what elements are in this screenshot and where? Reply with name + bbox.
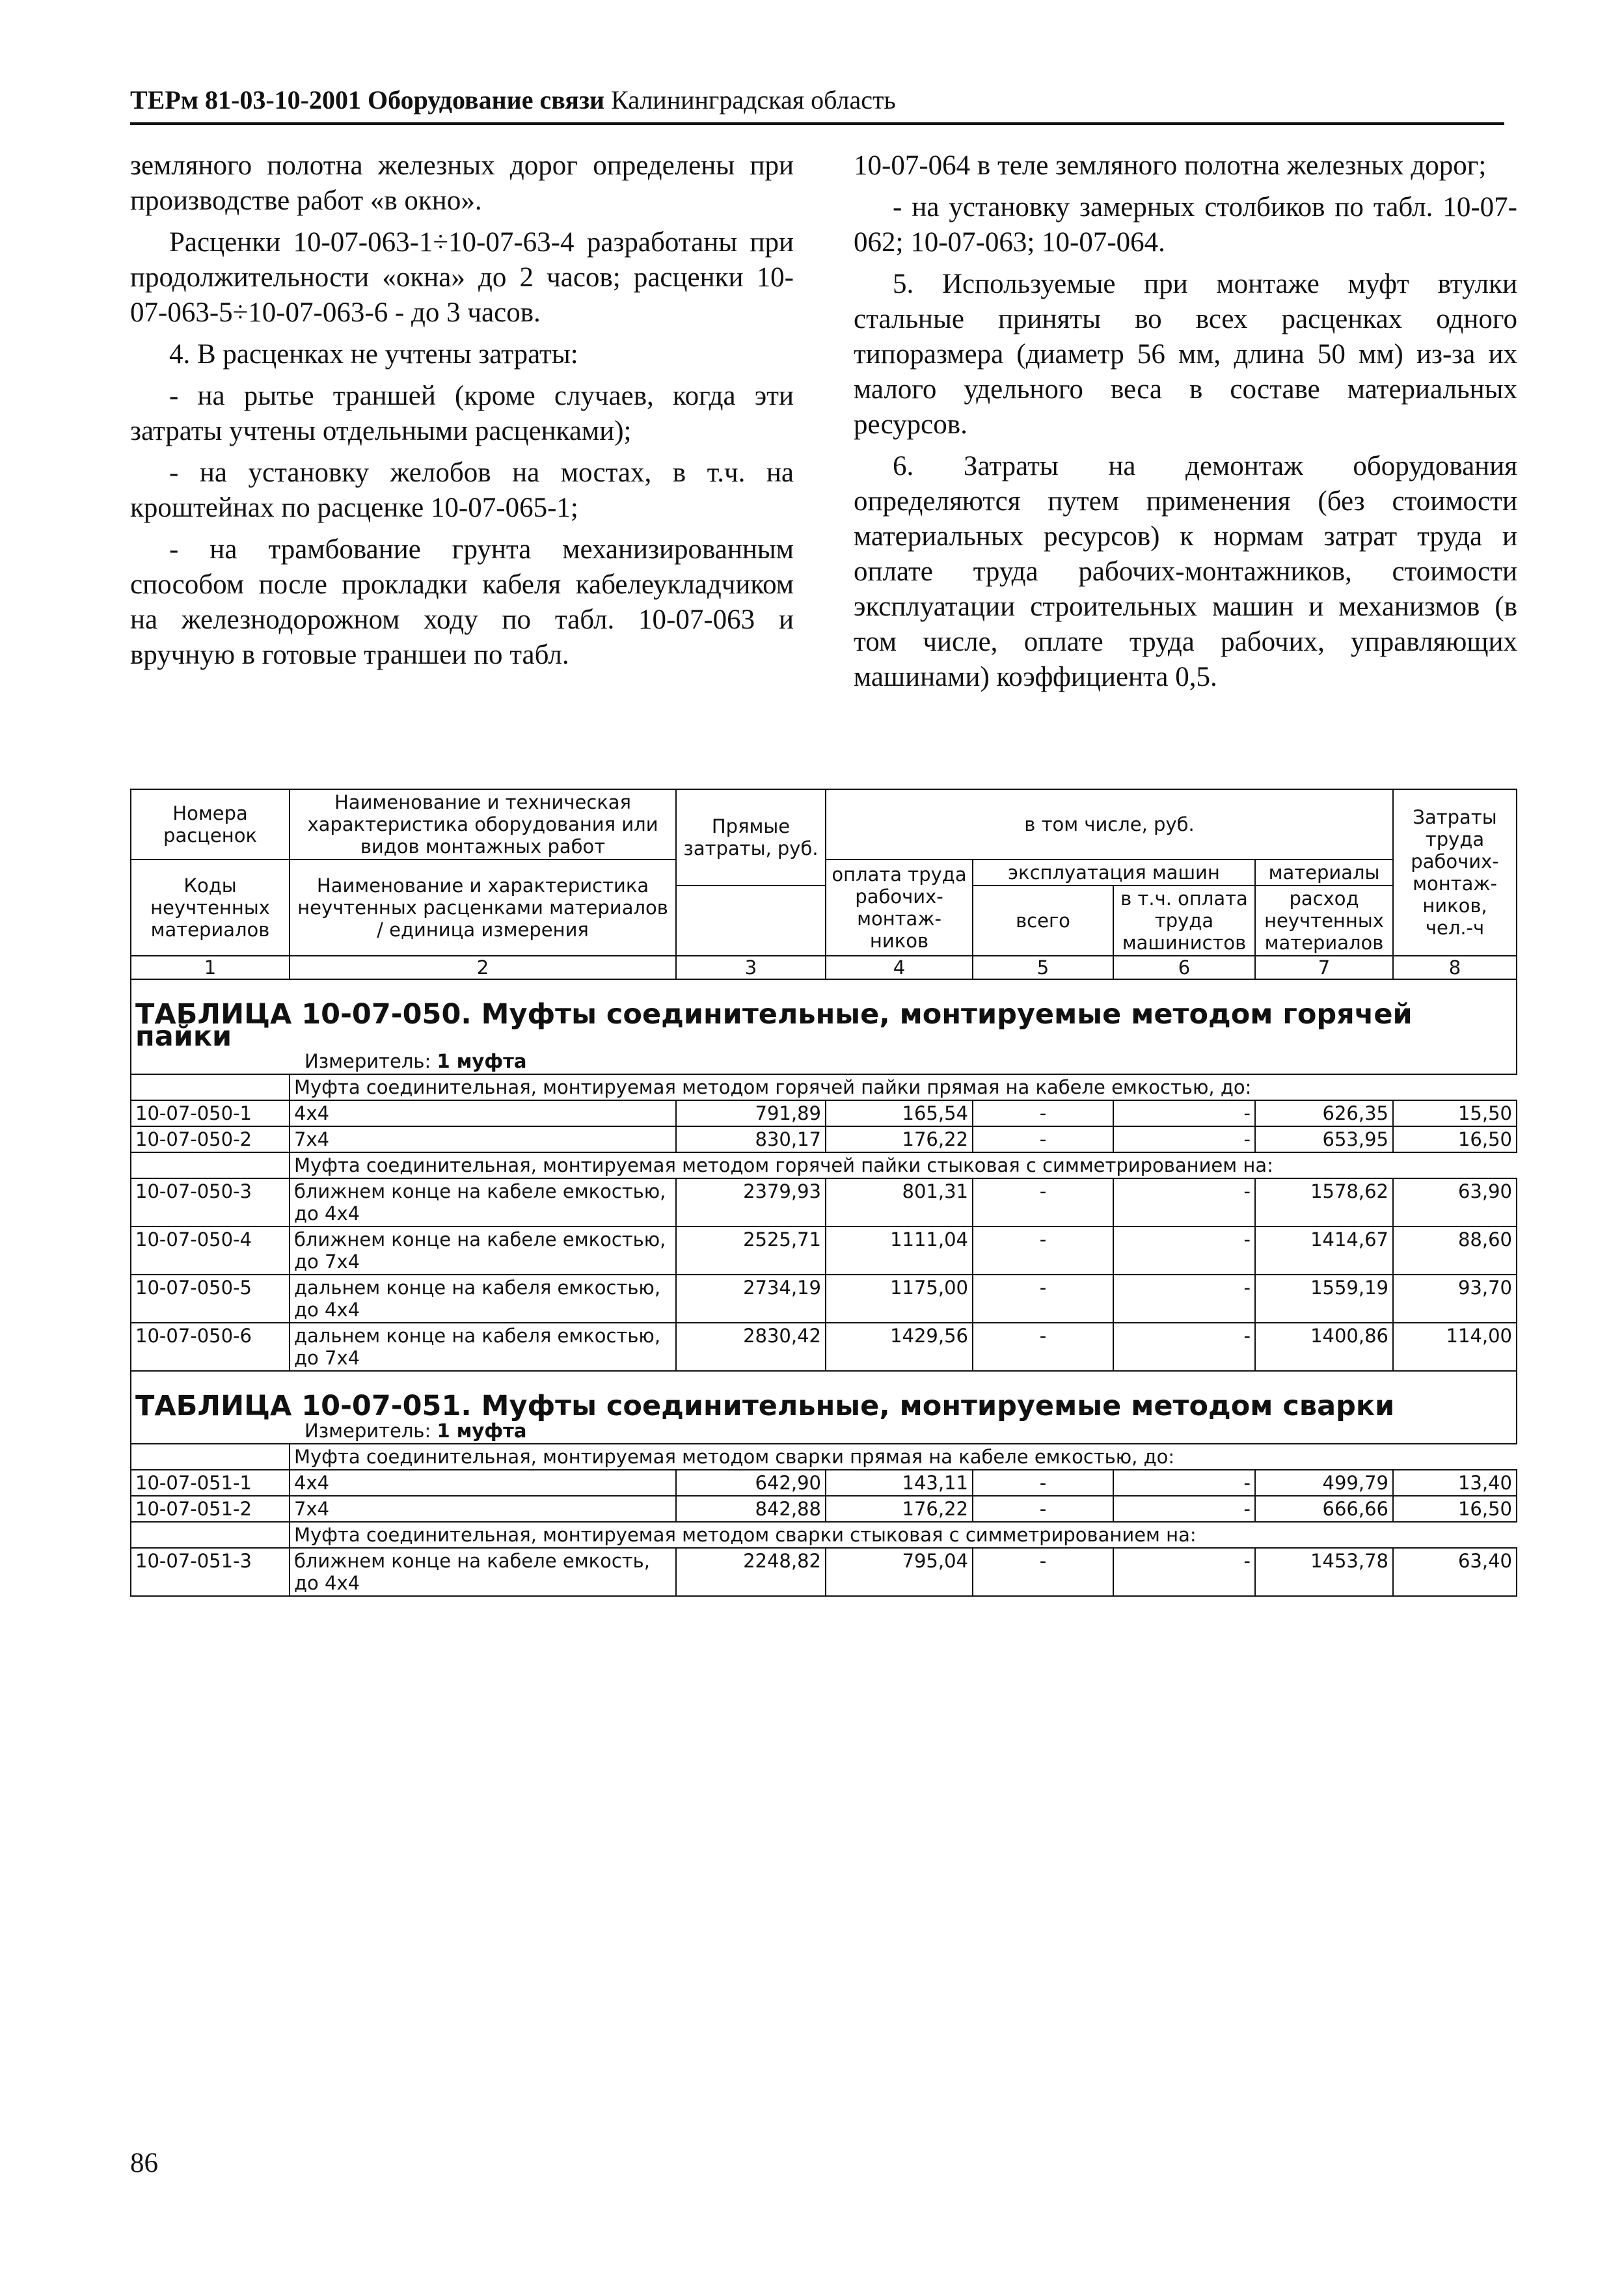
col-header-ekspl: эксплуатация машин [973, 860, 1255, 886]
col-header-nomera: Номера расценок [131, 789, 290, 860]
direct-cost: 2379,93 [676, 1178, 826, 1226]
rate-name: 4x4 [290, 1100, 676, 1126]
labor-pay: 143,11 [826, 1470, 973, 1496]
group-description: Муфта соединительная, монтируемая методом горячей пайки прямая на кабеле емкостью, до: [290, 1074, 1517, 1100]
materials: 1453,78 [1255, 1548, 1393, 1596]
col-header-vtch: в т.ч. оплата труда машинистов [1113, 886, 1255, 956]
measure-value: 1 муфта [437, 1050, 527, 1072]
header-region: Калининградская область [611, 85, 896, 115]
paragraph: - на установку замерных столбиков по табл. 10-07-062; 10-07-063; 10-07-064. [854, 192, 1517, 258]
materials: 1414,67 [1255, 1226, 1393, 1275]
group-row [131, 1152, 1517, 1178]
rate-code: 10-07-050-5 [131, 1275, 290, 1323]
rate-name: 4x4 [290, 1470, 676, 1496]
rate-code: 10-07-050-6 [131, 1323, 290, 1371]
section-title-row [131, 1371, 1517, 1418]
materials: 1559,19 [1255, 1275, 1393, 1323]
operators-pay: - [1113, 1275, 1255, 1323]
labor-hours: 16,50 [1393, 1496, 1517, 1522]
labor-hours: 114,00 [1393, 1323, 1517, 1371]
machines-total: - [973, 1548, 1113, 1596]
machines-total: - [973, 1126, 1113, 1152]
paragraph: - на рытье траншей (кроме случаев, когда эти затраты учтены отдельными расценками); [130, 381, 794, 446]
direct-cost: 830,17 [676, 1126, 826, 1152]
header-row [131, 789, 1517, 860]
paragraph: земляного полотна железных дорог определены при производстве работ «в окно». [130, 150, 794, 216]
materials: 1578,62 [1255, 1178, 1393, 1226]
labor-pay: 1429,56 [826, 1323, 973, 1371]
direct-cost: 2734,19 [676, 1275, 826, 1323]
operators-pay: - [1113, 1548, 1255, 1596]
direct-cost: 842,88 [676, 1496, 826, 1522]
labor-pay: 795,04 [826, 1548, 973, 1596]
rate-name: 7x4 [290, 1126, 676, 1152]
labor-pay: 165,54 [826, 1100, 973, 1126]
header-code: ТЕРм 81-03-10-2001 [130, 85, 361, 115]
labor-pay: 176,22 [826, 1126, 973, 1152]
rate-name: ближнем конце на кабеле емкостью, до 7x4 [290, 1226, 676, 1275]
group-description: Муфта соединительная, монтируемая методом сварки стыковая с симметрированием на: [290, 1522, 1517, 1548]
rate-code: 10-07-051-1 [131, 1470, 290, 1496]
machines-total: - [973, 1226, 1113, 1275]
col-header-raskhod: расход неучтенных материалов [1255, 886, 1393, 956]
col-header-materialy: материалы [1255, 860, 1393, 886]
rate-code: 10-07-051-2 [131, 1496, 290, 1522]
measure-row [131, 1049, 1517, 1074]
section-title-row [131, 979, 1517, 1049]
col-number: 7 [1255, 956, 1393, 979]
labor-pay: 176,22 [826, 1496, 973, 1522]
measure-unit [131, 1049, 1517, 1074]
table-row [131, 1275, 1517, 1323]
table-row [131, 1548, 1517, 1596]
materials: 666,66 [1255, 1496, 1393, 1522]
operators-pay: - [1113, 1126, 1255, 1152]
labor-hours: 13,40 [1393, 1470, 1517, 1496]
section-title: ТАБЛИЦА 10-07-050. Муфты соединительные, монтируемые методом горячей пайки [131, 979, 1517, 1049]
rate-name: дальнем конце на кабеля емкостью, до 7x4 [290, 1323, 676, 1371]
col-number: 6 [1113, 956, 1255, 979]
left-text-column [130, 148, 794, 679]
labor-pay: 1111,04 [826, 1226, 973, 1275]
direct-cost: 642,90 [676, 1470, 826, 1496]
paragraph: 4. В расценках не учтены затраты: [169, 339, 578, 370]
rate-code: 10-07-050-3 [131, 1178, 290, 1226]
machines-total: - [973, 1496, 1113, 1522]
labor-hours: 63,90 [1393, 1178, 1517, 1226]
right-text-column [854, 148, 1517, 701]
running-header [130, 85, 1504, 125]
paragraph: - на трамбование грунта механизированным способом после прокладки кабеля кабелеукладчиком на железнодорожном ходу по табл. 10-07-063 и вручную в готовые траншеи по табл. [130, 534, 794, 670]
paragraph: 10-07-064 в теле земляного полотна железных дорог; [854, 150, 1487, 181]
col-header-pryamye: Прямые затраты, руб. [676, 789, 826, 886]
labor-hours: 16,50 [1393, 1126, 1517, 1152]
col-header-naim2: Наименование и характеристика неучтенных расценками материалов / единица измерения [290, 860, 676, 956]
operators-pay: - [1113, 1100, 1255, 1126]
group-row [131, 1522, 1517, 1548]
col-number: 2 [290, 956, 676, 979]
rate-code: 10-07-050-2 [131, 1126, 290, 1152]
table-row [131, 1496, 1517, 1522]
labor-hours: 88,60 [1393, 1226, 1517, 1275]
col-number: 3 [676, 956, 826, 979]
col-number: 4 [826, 956, 973, 979]
group-description: Муфта соединительная, монтируемая методом сварки прямая на кабеле емкостью, до: [290, 1444, 1517, 1470]
measure-value: 1 муфта [437, 1420, 527, 1442]
materials: 499,79 [1255, 1470, 1393, 1496]
operators-pay: - [1113, 1496, 1255, 1522]
operators-pay: - [1113, 1470, 1255, 1496]
column-number-row [131, 956, 1517, 979]
measure-label: Измеритель: [304, 1050, 431, 1072]
machines-total: - [973, 1100, 1113, 1126]
measure-label: Измеритель: [304, 1420, 431, 1442]
rate-code: 10-07-050-1 [131, 1100, 290, 1126]
rate-name: ближнем конце на кабеле емкостью, до 4x4 [290, 1178, 676, 1226]
col-header-vsego: всего [973, 886, 1113, 956]
col-header-oplata: оплата труда рабочих-монтаж-ников [826, 860, 973, 956]
col-header-zatraty: Затраты труда рабочих-монтаж-ников, чел.-ч [1393, 789, 1517, 956]
operators-pay: - [1113, 1226, 1255, 1275]
machines-total: - [973, 1470, 1113, 1496]
page-number: 86 [130, 2148, 158, 2178]
machines-total: - [973, 1275, 1113, 1323]
operators-pay: - [1113, 1178, 1255, 1226]
materials: 626,35 [1255, 1100, 1393, 1126]
section-title: ТАБЛИЦА 10-07-051. Муфты соединительные, монтируемые методом сварки [131, 1371, 1517, 1418]
materials: 653,95 [1255, 1126, 1393, 1152]
rate-name: 7x4 [290, 1496, 676, 1522]
table-row [131, 1126, 1517, 1152]
rate-code: 10-07-051-3 [131, 1548, 290, 1596]
col-header-naim: Наименование и техническая характеристика оборудования или видов монтажных работ [290, 789, 676, 860]
labor-hours: 93,70 [1393, 1275, 1517, 1323]
machines-total: - [973, 1178, 1113, 1226]
rate-name: ближнем конце на кабеле емкость, до 4x4 [290, 1548, 676, 1596]
materials: 1400,86 [1255, 1323, 1393, 1371]
col-number: 5 [973, 956, 1113, 979]
table-row [131, 1323, 1517, 1371]
paragraph: Расценки 10-07-063-1÷10-07-63-4 разработаны при продолжительности «окна» до 2 часов; расценки 10-07-063-5÷10-07-063-6 - до 3 часов. [130, 227, 794, 328]
labor-hours: 63,40 [1393, 1548, 1517, 1596]
paragraph: 5. Используемые при монтаже муфт втулки стальные приняты во всех расценках одного типоразмера (диаметр 56 мм, длина 50 мм) из-за их малого удельного веса в составе материальных ресурсов. [854, 269, 1517, 440]
col-number: 1 [131, 956, 290, 979]
table-row [131, 1178, 1517, 1226]
table-row [131, 1100, 1517, 1126]
direct-cost: 2525,71 [676, 1226, 826, 1275]
operators-pay: - [1113, 1323, 1255, 1371]
table-row [131, 1226, 1517, 1275]
group-row [131, 1444, 1517, 1470]
rates-table [130, 789, 1517, 1597]
rate-code: 10-07-050-4 [131, 1226, 290, 1275]
direct-cost: 2830,42 [676, 1323, 826, 1371]
rate-name: дальнем конце на кабеля емкостью, до 4x4 [290, 1275, 676, 1323]
header-name: Оборудование связи [368, 85, 605, 115]
direct-cost: 791,89 [676, 1100, 826, 1126]
paragraph: 6. Затраты на демонтаж оборудования определяются путем применения (без стоимости материальных ресурсов) к нормам затрат труда и оплате труда рабочих-монтажников, стоимости эксплуатации строительных машин и механизмов (в том числе, оплате труда рабочих, управляющих машинами) коэффициента 0,5. [854, 451, 1517, 692]
direct-cost: 2248,82 [676, 1548, 826, 1596]
col-header-kody: Коды неучтенных материалов [131, 860, 290, 956]
machines-total: - [973, 1323, 1113, 1371]
paragraph: - на установку желобов на мостах, в т.ч. на кроштейнах по расценке 10-07-065-1; [130, 457, 794, 523]
labor-hours: 15,50 [1393, 1100, 1517, 1126]
labor-pay: 801,31 [826, 1178, 973, 1226]
labor-pay: 1175,00 [826, 1275, 973, 1323]
col-number: 8 [1393, 956, 1517, 979]
col-header-v-tom-chisle: в том числе, руб. [826, 789, 1393, 860]
group-row [131, 1074, 1517, 1100]
table-row [131, 1470, 1517, 1496]
group-description: Муфта соединительная, монтируемая методом горячей пайки стыковая с симметрированием на: [290, 1152, 1517, 1178]
